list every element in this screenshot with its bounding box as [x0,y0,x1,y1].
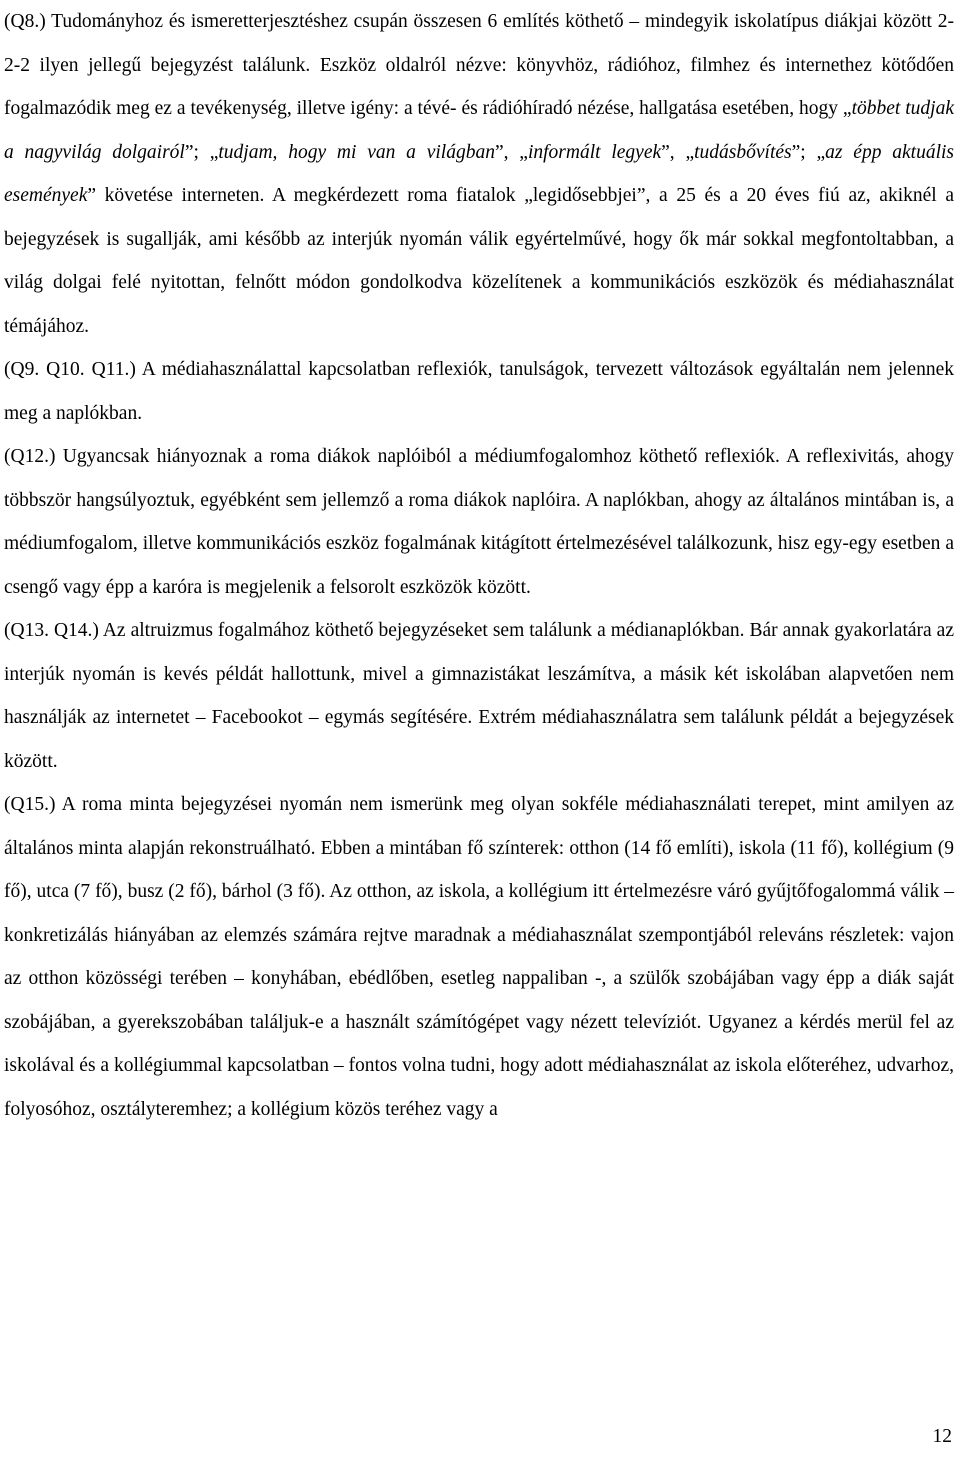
text-run: ”; „ [184,141,219,163]
italic-quote: informált legyek [527,141,662,163]
italic-quote: többet tudjak a nagyvilág dolgairól [4,98,955,163]
italic-quote: tudjam, hogy mi van a világban [218,141,495,163]
text-run: (Q13. Q14.) Az altruizmus fogalmához köthető bejegyzéseket sem találunk a médianaplókban. Bár annak gyakorlatára az interjúk nyomán is kevés példát hallottunk, mivel a gimnazistákat leszámítva, a másik két iskolában alapvetően nem használják az internetet – Facebookot – egymás segítésére. Extrém médiahasználatra sem találunk példát a bejegyzések között. [4,620,954,772]
paragraph-q8 [4,0,954,348]
page-number: 12 [932,1426,952,1447]
italic-quote: tudásbővítés [694,141,792,163]
body-text [4,0,954,1131]
text-run: (Q9. Q10. Q11.) A médiahasználattal kapcsolatban reflexiók, tanulságok, tervezett változások egyáltalán nem jelennek meg a naplókban. [4,359,954,424]
text-run: (Q15.) A roma minta bejegyzései nyomán nem ismerünk meg olyan sokféle médiahasználati terepet, mint amilyen az általános minta alapján rekonstruálható. Ebben a mintában fő színterek: otthon (14 fő említi), iskola (11 fő), kollégium (9 fő), utca (7 fő), busz (2 fő), bárhol (3 fő). Az otthon, az iskola, a kollégium itt értelmezésre váró gyűjtőfogalommá válik – konkretizálás hiányában az elemzés számára rejtve maradnak a médiahasználat szempontjából releváns részletek: vajon az otthon közösségi terében – konyhában, ebédlőben, esetleg nappaliban -, a szülők szobájában vagy épp a diák saját szobájában, a gyerekszobában találjuk-e a használt számítógépet vagy nézett televíziót. Ugyanez a kérdés merül fel az iskolával és a kollégiummal kapcsolatban – fontos volna tudni, hogy adott médiahasználat az iskola előteréhez, udvarhoz, folyosóhoz, osztályteremhez; a kollégium közös teréhez vagy a [4,794,954,1120]
paragraph-q12 [4,435,954,609]
paragraph-q9-q11 [4,348,954,435]
paragraph-q13-q14 [4,609,954,783]
text-run: ”, „ [494,141,528,163]
italic-quote: az épp aktuális események [4,141,954,206]
paragraph-q15 [4,783,954,1131]
text-run: ” követése interneten. A megkérdezett roma fiatalok „legidősebbjei”, a 25 és a 20 éves fiú az, akiknél a bejegyzések is sugallják, ami később az interjúk nyomán válik egyértelművé, hogy ők már sokkal megfontoltabban, a világ dolgai felé nyitottan, felnőtt módon gondolkodva közelítenek a kommunikációs eszközök és médiahasználat témájához. [4,185,954,337]
text-run: ”, „ [661,141,695,163]
text-run: (Q8.) Tudományhoz és ismeretterjesztéshez csupán összesen 6 említés köthető – mindegyik iskolatípus diákjai között 2-2-2 ilyen jellegű bejegyzést találunk. Eszköz oldalról nézve: könyvhöz, rádióhoz, filmhez és internethez kötődően fogalmazódik meg ez a tevékenység, illetve igény: a tévé- és rádióhíradó nézése, hallgatása esetében, hogy „ [4,11,954,119]
text-run: ”; „ [791,141,826,163]
text-run: (Q12.) Ugyancsak hiányoznak a roma diákok naplóiból a médiumfogalomhoz köthető reflexiók. A reflexivitás, ahogy többször hangsúlyoztuk, egyébként sem jellemző a roma diákok naplóira. A naplókban, ahogy az általános mintában is, a médiumfogalom, illetve kommunikációs eszköz fogalmának kitágított értelmezésével találkozunk, hisz egy-egy esetben a csengő vagy épp a karóra is megjelenik a felsorolt eszközök között. [4,446,954,598]
